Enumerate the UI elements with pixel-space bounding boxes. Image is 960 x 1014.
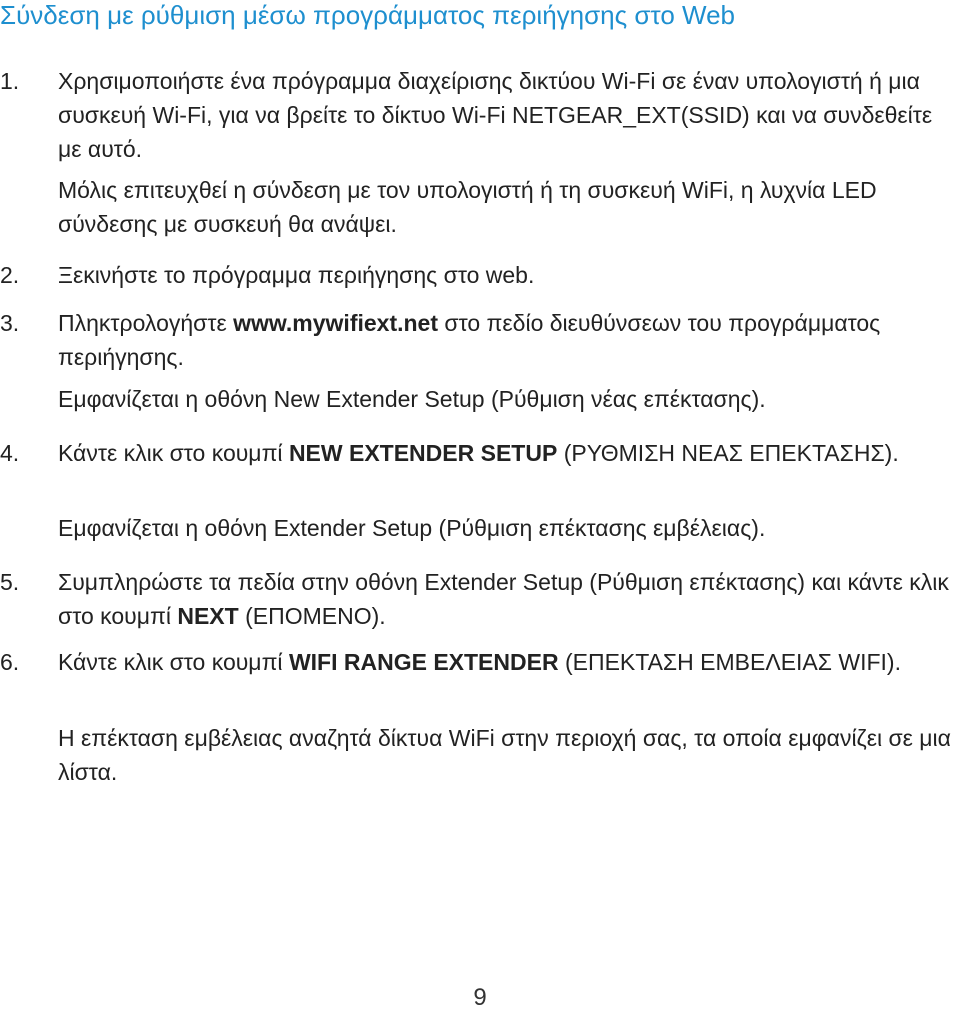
step-text: Ξεκινήστε το πρόγραμμα περιήγησης στο web. [58, 262, 535, 288]
step-2 [0, 258, 958, 292]
step-number: 6. [0, 649, 20, 675]
url-text: www.mywifiext.net [233, 310, 439, 336]
step-1 [0, 64, 958, 166]
page-title: Σύνδεση με ρύθμιση μέσω προγράμματος περιήγησης στο Web [0, 0, 735, 30]
step-text: Πληκτρολογήστε www.mywifiext.net στο πεδίο διευθύνσεων του προγράμματος περιήγησης. [58, 310, 881, 370]
step-number: 1. [0, 68, 20, 94]
button-name-text: WIFI RANGE EXTENDER [288, 649, 559, 675]
step-1-note: Μόλις επιτευχθεί η σύνδεση με τον υπολογιστή ή τη συσκευή WiFi, η λυχνία LED σύνδεσης με συσκευή θα ανάψει. [58, 177, 877, 237]
step-number: 5. [0, 569, 20, 595]
step-6 [0, 645, 958, 679]
step-number: 3. [0, 310, 20, 336]
step-5 [0, 565, 958, 633]
step-3 [0, 306, 958, 374]
step-text: Συμπληρώστε τα πεδία στην οθόνη Extender Setup (Ρύθμιση επέκτασης) και κάντε κλικ στο κουμπί NEXT (ΕΠΟΜΕΝΟ). [58, 569, 949, 629]
step-3-note: Εμφανίζεται η οθόνη New Extender Setup (Ρύθμιση νέας επέκτασης). [58, 386, 766, 412]
page-number: 9 [473, 984, 487, 1011]
step-text: Χρησιμοποιήστε ένα πρόγραμμα διαχείρισης δικτύου Wi-Fi σε έναν υπολογιστή ή μια συσκευή Wi-Fi, για να βρείτε το δίκτυο Wi-Fi NETGEAR_EXT(SSID) και να συνδεθείτε με αυτό. [58, 68, 933, 162]
step-text: Κάντε κλικ στο κουμπί NEW EXTENDER SETUP (ΡΥΘΜΙΣΗ ΝΕΑΣ ΕΠΕΚΤΑΣΗΣ). [58, 440, 899, 466]
step-4 [0, 436, 958, 470]
step-text: Κάντε κλικ στο κουμπί WIFI RANGE EXTENDER (ΕΠΕΚΤΑΣΗ ΕΜΒΕΛΕΙΑΣ WIFI). [58, 649, 901, 675]
button-name-text: NEW EXTENDER SETUP [288, 440, 558, 466]
step-number: 2. [0, 262, 20, 288]
button-name-text: NEXT [177, 603, 239, 629]
step-4-note: Εμφανίζεται η οθόνη Extender Setup (Ρύθμιση επέκτασης εμβέλειας). [58, 515, 766, 541]
step-number: 4. [0, 440, 20, 466]
step-6-note: Η επέκταση εμβέλειας αναζητά δίκτυα WiFi στην περιοχή σας, τα οποία εμφανίζει σε μια λίστα. [58, 725, 951, 785]
